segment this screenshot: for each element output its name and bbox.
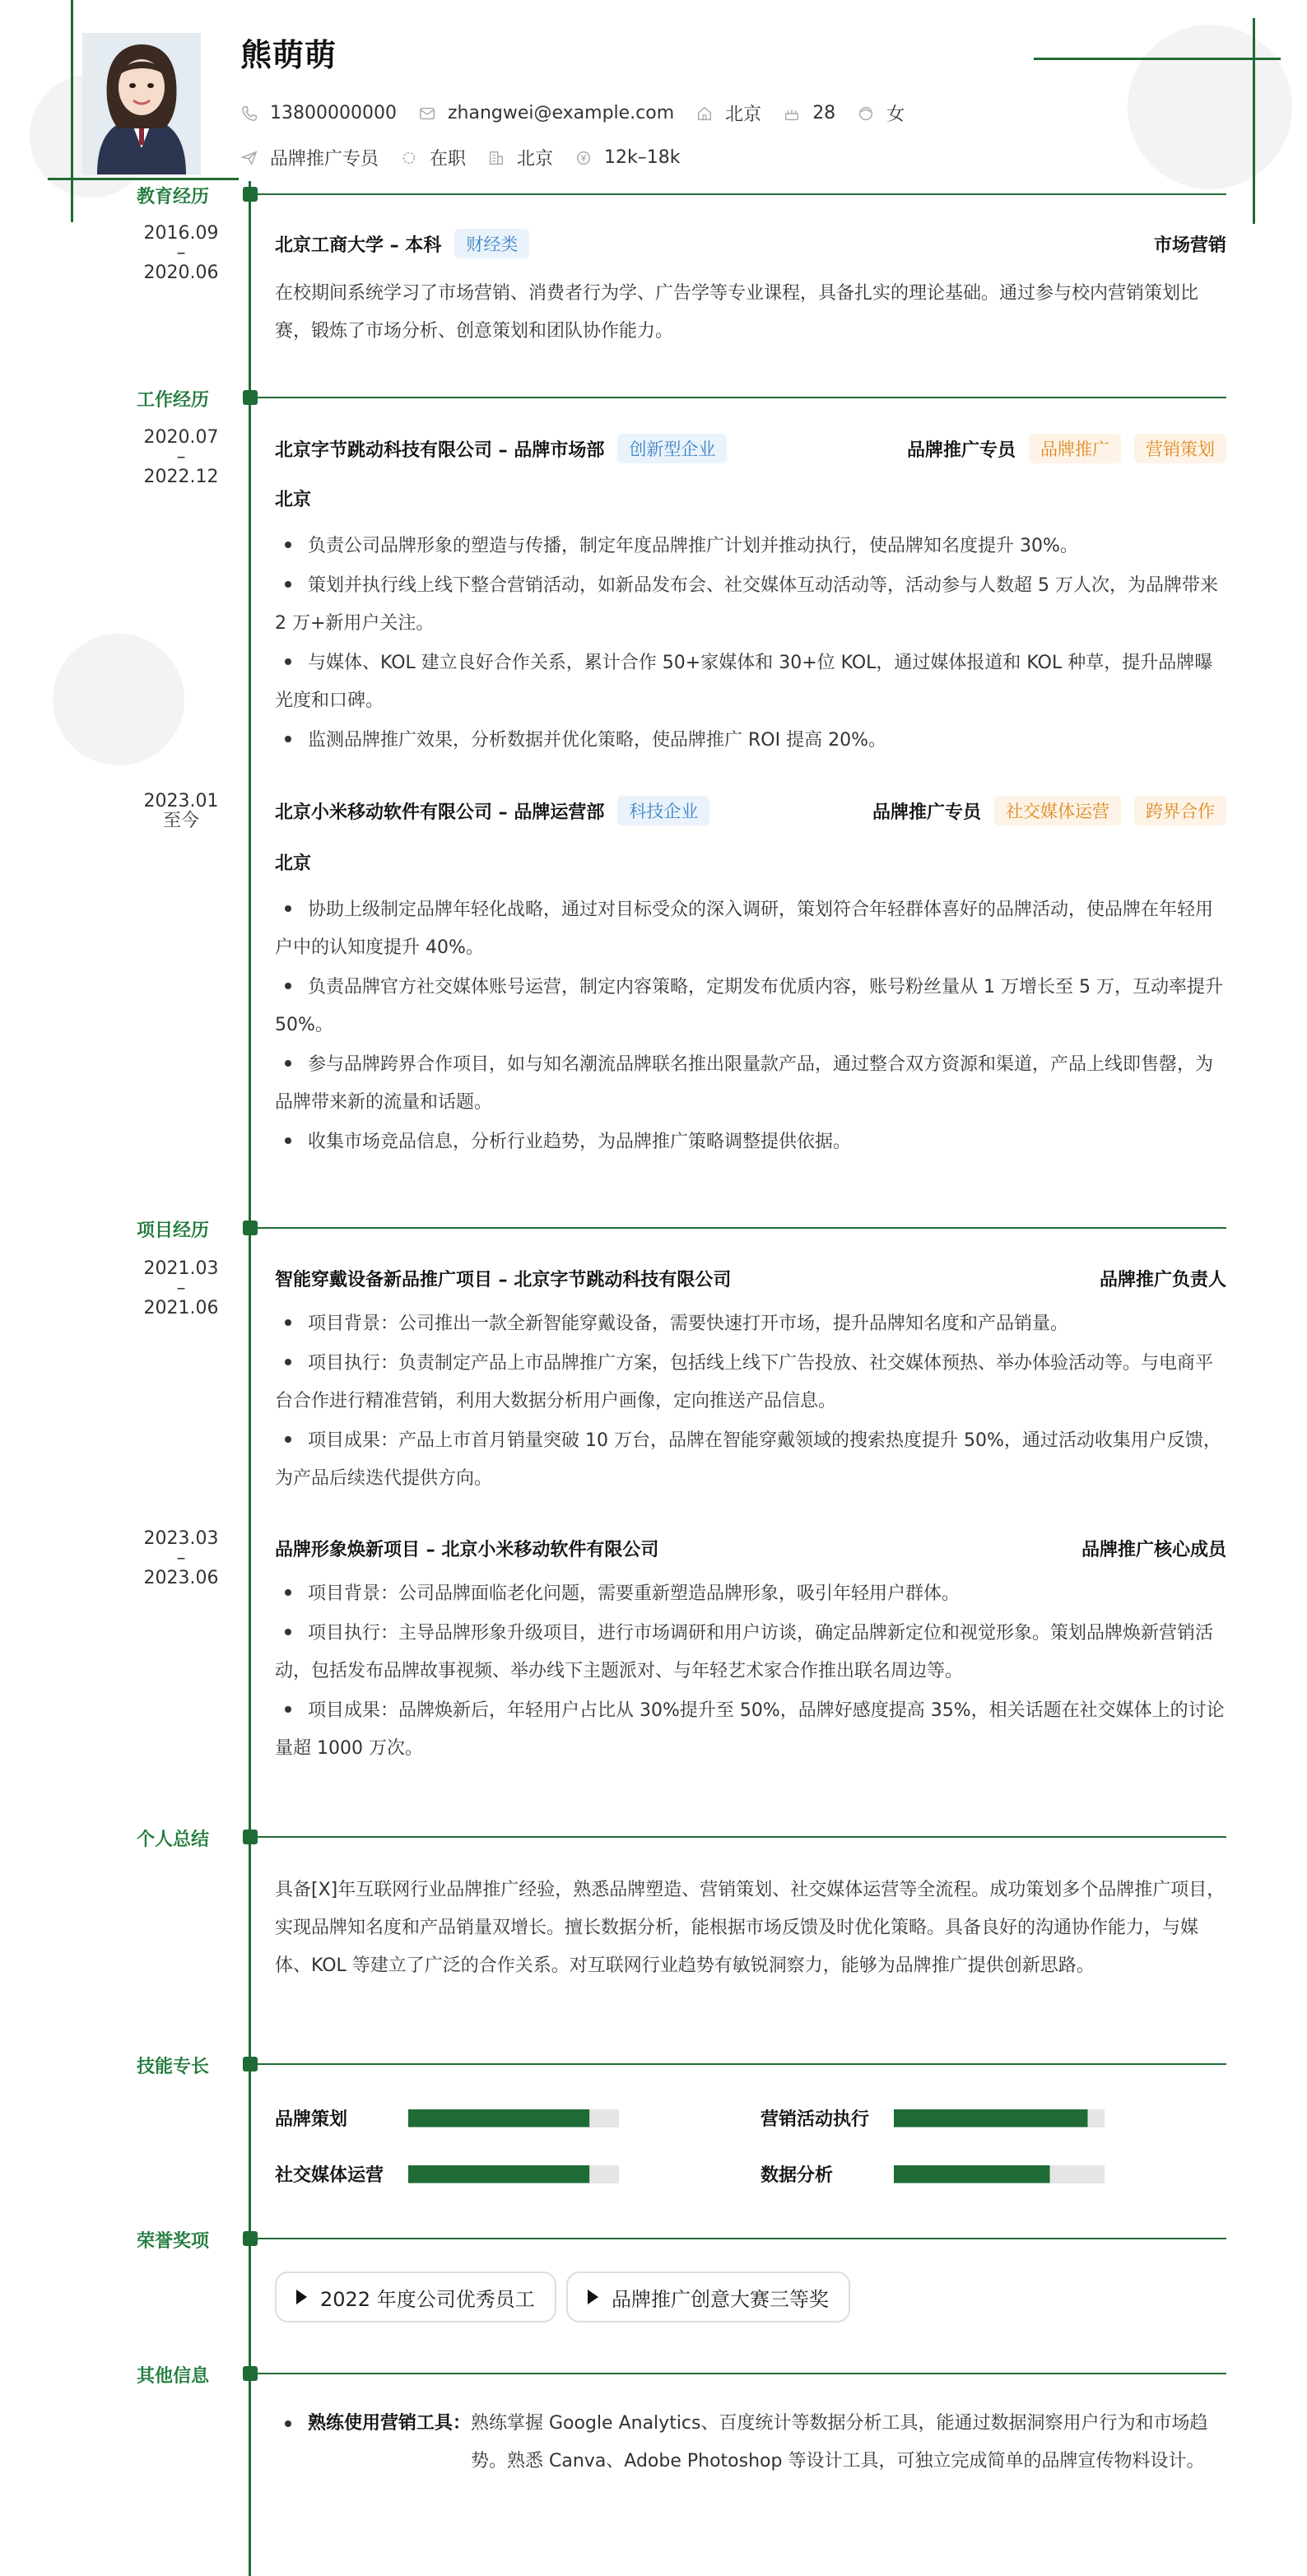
school-tag: 财经类 — [454, 229, 529, 258]
skill-bar — [408, 2109, 619, 2127]
award-name: 品牌推广创意大赛三等奖 — [612, 2287, 829, 2311]
section-title: 教育经历 — [137, 187, 210, 207]
decorative-circle — [1128, 25, 1292, 189]
section-title: 工作经历 — [137, 390, 210, 411]
skill-fill — [894, 2109, 1088, 2127]
job-info-row — [240, 145, 702, 170]
list-item: 策划并执行线上线下整合营销活动，如新品发布会、社交媒体互动活动等，活动参与人数超 5 万人次，为品牌带来 2 万+新用户关注。 — [275, 575, 1218, 634]
salary-text: 12k–18k — [604, 147, 681, 168]
award-item — [275, 2271, 556, 2323]
list-item: 项目背景：公司品牌面临老化问题，需要重新塑造品牌形象，吸引年轻用户群体。 — [275, 1575, 1226, 1613]
skill-item — [275, 2105, 619, 2131]
list-item: 项目背景：公司推出一款全新智能穿戴设备，需要快速打开市场，提升品牌知名度和产品销量。 — [275, 1305, 1226, 1343]
status-item — [400, 145, 466, 170]
project-role: 品牌推广核心成员 — [1081, 1539, 1226, 1560]
mail-icon — [418, 105, 436, 123]
other-info-label: 熟练使用营销工具： — [308, 2413, 472, 2434]
skill-tag: 跨界合作 — [1134, 796, 1226, 825]
phone-number: 13800000000 — [270, 103, 397, 123]
decorative-line — [1034, 58, 1281, 60]
job-role: 品牌推广专员 — [872, 802, 981, 823]
money-icon — [574, 149, 593, 167]
major-name: 市场营销 — [1153, 235, 1226, 256]
other-info-text: 熟练掌握 Google Analytics、百度统计等数据分析工具，能通过数据洞察用户行为和市场趋势。熟悉 Canva、Adobe Photoshop 等设计工具，可独立完成简单的品牌宣传物料设计。 — [471, 2413, 1208, 2471]
entry-header — [275, 1533, 1226, 1563]
decorative-line — [48, 178, 239, 180]
section-divider — [250, 2238, 1226, 2239]
entry-header — [275, 1263, 1226, 1293]
award-name: 2022 年度公司优秀员工 — [320, 2287, 535, 2311]
status-icon — [400, 149, 418, 167]
skill-bar — [894, 2165, 1105, 2183]
skill-bar — [894, 2109, 1105, 2127]
entry-header — [275, 434, 1226, 463]
skill-name: 品牌策划 — [275, 2109, 348, 2130]
project-name: 智能穿戴设备新品推广项目 – 北京字节跳动科技有限公司 — [275, 1269, 732, 1290]
phone-icon — [240, 105, 258, 123]
project-bullets — [275, 1305, 1226, 1500]
company-tag: 科技企业 — [617, 796, 709, 825]
skill-name: 数据分析 — [760, 2165, 834, 2186]
salary-item — [574, 147, 680, 168]
contact-info-row — [240, 100, 926, 126]
job-target-item — [240, 145, 379, 170]
list-item: 项目成果：产品上市首月销量突破 10 万台，品牌在智能穿戴领域的搜索热度提升 50%，通过活动收集用户反馈，为产品后续迭代提供方向。 — [275, 1430, 1221, 1489]
education-description: 在校期间系统学习了市场营销、消费者行为学、广告学等专业课程，具备扎实的理论基础。通过参与校内营销策划比赛，锻炼了市场分析、创意策划和团队协作能力。 — [275, 283, 1199, 342]
skill-fill — [408, 2165, 589, 2183]
company-tag: 创新型企业 — [617, 434, 727, 463]
city-text: 北京 — [725, 105, 762, 125]
list-item: 收集市场竞品信息，分析行业趋势，为品牌推广策略调整提供依据。 — [275, 1123, 1226, 1161]
cake-icon — [783, 105, 801, 123]
age-item — [783, 103, 835, 123]
job-target-text: 品牌推广专员 — [270, 149, 379, 170]
list-item: 项目执行：负责制定产品上市品牌推广方案，包括线上线下广告投放、社交媒体预热、举办体验活动等。与电商平台合作进行精准营销，利用大数据分析用户画像，定向推送产品信息。 — [275, 1353, 1214, 1411]
bullet-dot — [285, 2420, 291, 2427]
section-divider — [250, 1836, 1226, 1838]
school-name: 北京工商大学 – 本科 — [275, 235, 442, 256]
section-title: 其他信息 — [137, 2366, 210, 2387]
list-item: 负责公司品牌形象的塑造与传播，制定年度品牌推广计划并推动执行，使品牌知名度提升 30%。 — [275, 528, 1226, 565]
avatar-photo — [82, 33, 201, 174]
date-range: 2020.07 – 2022.12 — [143, 427, 219, 487]
project-role: 品牌推广负责人 — [1099, 1269, 1226, 1290]
list-item: 参与品牌跨界合作项目，如与知名潮流品牌联名推出限量款产品，通过整合双方资源和渠道，产品上线即售罄，为品牌带来新的流量和话题。 — [275, 1054, 1214, 1113]
skill-item — [760, 2105, 1105, 2131]
summary-text: 具备[X]年互联网行业品牌推广经验，熟悉品牌塑造、营销策划、社交媒体运营等全流程。成功策划多个品牌推广项目，实现品牌知名度和产品销量双增长。擅长数据分析，能根据市场反馈及时优化策略。具备良好的沟通协作能力，与媒体、KOL 等建立了广泛的合作关系。对互联网行业趋势有敏锐洞察力，能够为品牌推广提供创新思路。 — [275, 1880, 1226, 1976]
gender-icon — [857, 105, 875, 123]
gender-text: 女 — [886, 105, 905, 125]
decorative-circle — [53, 634, 184, 765]
job-role: 品牌推广专员 — [906, 439, 1016, 461]
entry-header — [275, 796, 1226, 825]
skill-item — [760, 2161, 1105, 2187]
section-divider — [250, 397, 1226, 398]
paper-plane-icon — [240, 149, 258, 167]
section-divider — [250, 2373, 1226, 2374]
award-item — [566, 2271, 850, 2323]
timeline-line — [249, 181, 251, 2576]
job-location: 北京 — [275, 853, 312, 874]
gender-item — [857, 100, 905, 126]
work-bullets — [275, 891, 1226, 1163]
skill-tag: 社交媒体运营 — [994, 796, 1121, 825]
skill-item — [275, 2161, 619, 2187]
skill-tag: 品牌推广 — [1029, 434, 1121, 463]
skill-name: 营销活动执行 — [760, 2109, 870, 2130]
triangle-bullet-icon — [296, 2290, 307, 2304]
list-item: 与媒体、KOL 建立良好合作关系，累计合作 50+家媒体和 30+位 KOL，通过媒体报道和 KOL 种草，提升品牌曝光度和口碑。 — [275, 653, 1213, 711]
list-item: 监测品牌推广效果，分析数据并优化策略，使品牌推广 ROI 提高 20%。 — [275, 722, 1226, 760]
work-bullets — [275, 528, 1226, 761]
entry-header — [275, 229, 1226, 258]
work-city-item — [487, 145, 553, 170]
date-range: 2016.09 – 2020.06 — [143, 223, 219, 283]
section-divider — [250, 2063, 1226, 2065]
section-title: 荣誉奖项 — [137, 2231, 210, 2252]
date-range: 2023.03 – 2023.06 — [143, 1528, 219, 1588]
section-title: 个人总结 — [137, 1830, 210, 1850]
decorative-line — [71, 0, 73, 222]
section-divider — [250, 1227, 1226, 1229]
date-range: 2023.01 至今 — [143, 791, 219, 831]
triangle-bullet-icon — [588, 2290, 598, 2304]
skill-name: 社交媒体运营 — [275, 2165, 384, 2186]
skill-tag: 营销策划 — [1134, 434, 1226, 463]
skill-fill — [408, 2109, 589, 2127]
email-item — [418, 103, 674, 123]
home-icon — [695, 105, 714, 123]
section-title: 项目经历 — [137, 1221, 210, 1241]
city-item — [695, 100, 761, 126]
phone-item — [240, 103, 397, 123]
section-title: 技能专长 — [137, 2057, 210, 2077]
candidate-name: 熊萌萌 — [240, 37, 337, 73]
skill-bar — [408, 2165, 619, 2183]
skill-fill — [894, 2165, 1049, 2183]
project-name: 品牌形象焕新项目 – 北京小米移动软件有限公司 — [275, 1539, 659, 1560]
age-text: 28 — [812, 103, 836, 123]
date-range: 2021.03 – 2021.06 — [143, 1258, 219, 1318]
section-divider — [250, 193, 1226, 195]
list-item: 负责品牌官方社交媒体账号运营，制定内容策略，定期发布优质内容，账号粉丝量从 1 万增长至 5 万，互动率提升 50%。 — [275, 977, 1223, 1035]
company-name: 北京字节跳动科技有限公司 – 品牌市场部 — [275, 439, 605, 461]
decorative-line — [1253, 18, 1255, 224]
company-name: 北京小米移动软件有限公司 – 品牌运营部 — [275, 802, 605, 823]
other-info-item — [275, 2405, 1226, 2481]
work-city-text: 北京 — [517, 149, 554, 170]
building-icon — [487, 149, 505, 167]
list-item: 协助上级制定品牌年轻化战略，通过对目标受众的深入调研，策划符合年轻群体喜好的品牌活动，使品牌在年轻用户中的认知度提升 40%。 — [275, 900, 1214, 958]
email-address: zhangwei@example.com — [447, 103, 675, 123]
job-location: 北京 — [275, 490, 312, 510]
status-text: 在职 — [430, 149, 467, 170]
project-bullets — [275, 1575, 1226, 1769]
list-item: 项目执行：主导品牌形象升级项目，进行市场调研和用户访谈，确定品牌新定位和视觉形象。策划品牌焕新营销活动，包括发布品牌故事视频、举办线下主题派对、与年轻艺术家合作推出联名周边等。 — [275, 1623, 1214, 1681]
list-item: 项目成果：品牌焕新后，年轻用户占比从 30%提升至 50%，品牌好感度提高 35%，相关话题在社交媒体上的讨论量超 1000 万次。 — [275, 1700, 1225, 1759]
